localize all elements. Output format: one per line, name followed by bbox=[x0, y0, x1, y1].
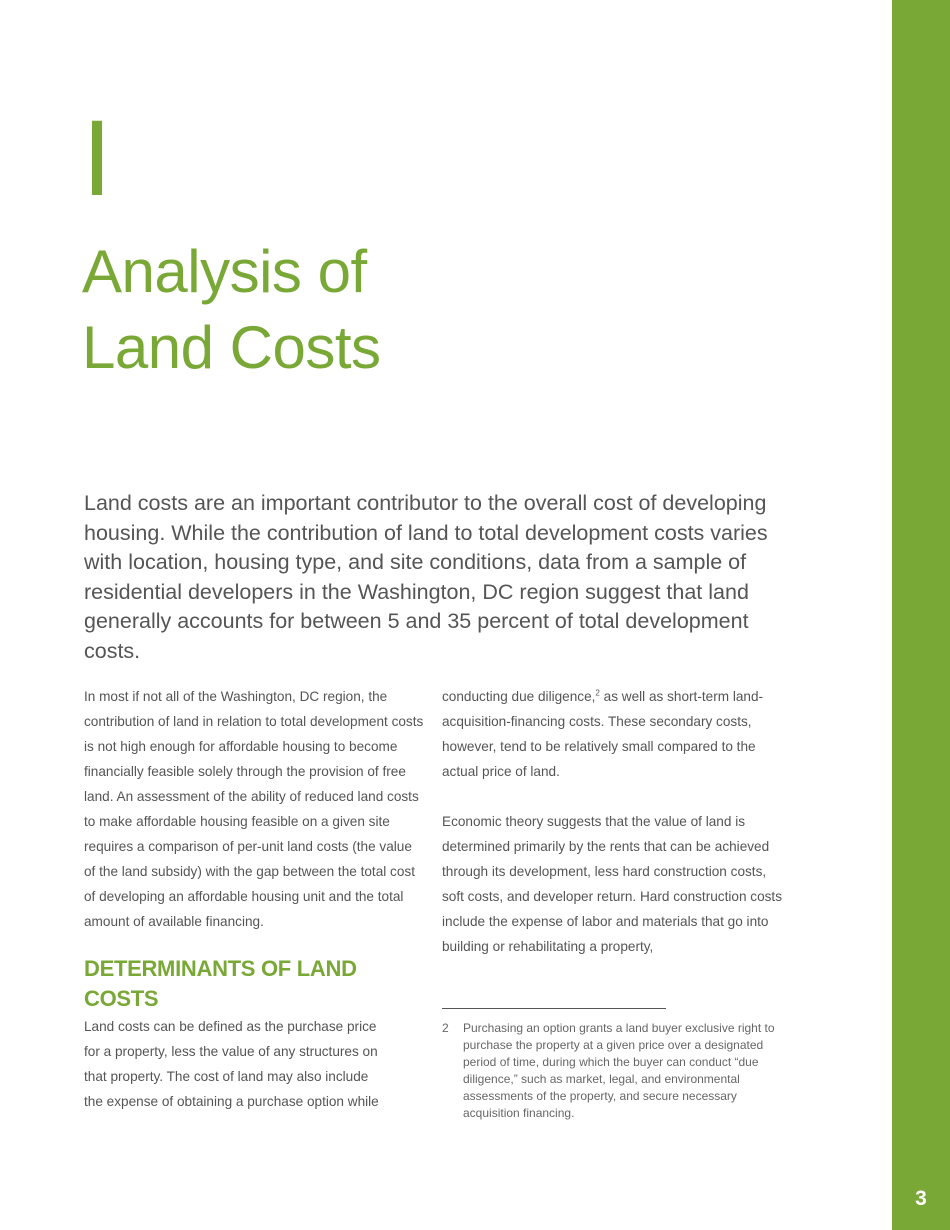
chapter-title bbox=[82, 234, 381, 386]
body-paragraph: Land costs can be defined as the purchase price for a property, less the value of any structures on that property. The cost of land may also include the expense of obtaining a purchase option while bbox=[84, 1019, 379, 1109]
footnote bbox=[442, 1020, 787, 1122]
chapter-title-line-2: Land Costs bbox=[82, 314, 381, 381]
footnote-reference[interactable]: 2 bbox=[595, 688, 600, 698]
footnote-text: Purchasing an option grants a land buyer exclusive right to purchase the property at a given price over a designated period of time, during which the buyer can conduct “due diligence,” such as market, legal, and environmental assessments of the property, and secure necessary acquisition financing. bbox=[463, 1021, 775, 1120]
body-paragraph: In most if not all of the Washington, DC region, the contribution of land in relation to total development costs is not high enough for affordable housing to become financially feasible solely through the provision of free land. An assessment of the ability of reduced land costs to make affordable housing feasible on a given site requires a comparison of per-unit land costs (the value of the land subsidy) with the gap between the total cost of developing an affordable housing unit and the total amount of available financing. bbox=[84, 689, 424, 929]
footnote-number: 2 bbox=[442, 1021, 449, 1035]
body-paragraph: Economic theory suggests that the value of land is determined primarily by the rents that can be achieved through its development, less hard construction costs, soft costs, and developer return. Hard construction costs include the expense of labor and materials that go into building or rehabilitating a property, bbox=[442, 814, 783, 954]
chapter-numeral: I bbox=[82, 97, 113, 218]
body-text: as well as short-term land-acquisition-financing costs. These secondary costs, however, tend to be relatively small compared to the actual price of land. bbox=[442, 689, 764, 779]
page-number: 3 bbox=[915, 1187, 927, 1210]
lead-paragraph: Land costs are an important contributor to the overall cost of developing housing. While the contribution of land to total development costs varies with location, housing type, and site conditions, data from a sample of residential developers in the Washington, DC region suggest that land generally accounts for between 5 and 35 percent of total development costs. bbox=[84, 491, 768, 663]
body-text: conducting due diligence, bbox=[442, 689, 596, 704]
chapter-title-line-1: Analysis of bbox=[82, 238, 367, 305]
left-column bbox=[84, 684, 426, 1114]
right-column bbox=[442, 684, 786, 959]
body-paragraph bbox=[442, 684, 786, 784]
footnote-divider bbox=[442, 1008, 666, 1009]
section-heading: DETERMINANTS OF LAND COSTS bbox=[84, 956, 357, 1011]
side-color-band bbox=[892, 0, 950, 1230]
